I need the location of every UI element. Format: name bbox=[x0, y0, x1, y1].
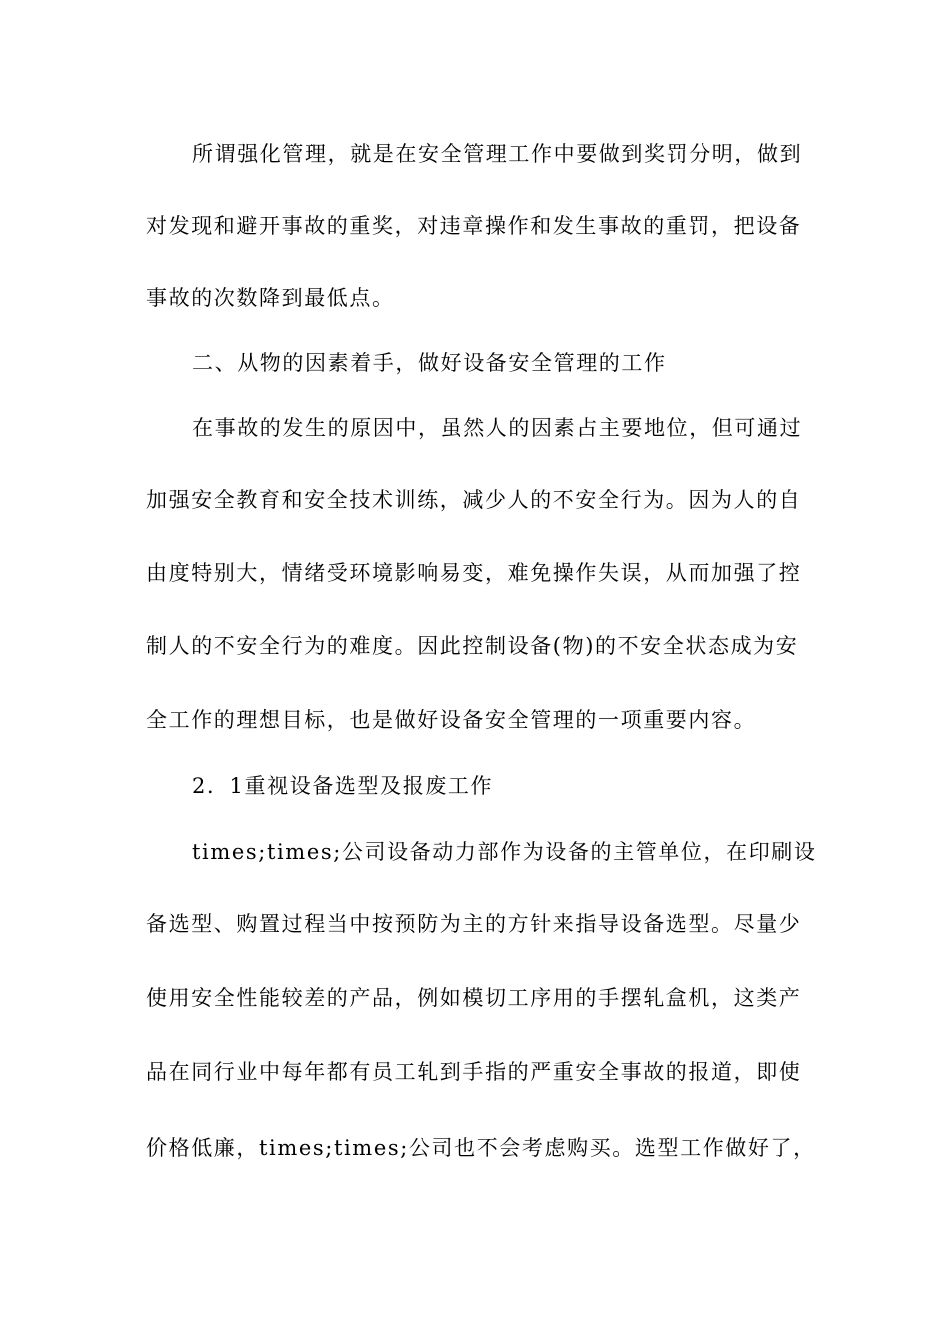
section-heading: 二、从物的因素着手，做好设备安全管理的工作 bbox=[192, 351, 667, 375]
text-line: 全工作的理想目标，也是做好设备安全管理的一项重要内容。 bbox=[146, 708, 757, 732]
text-line: 价格低廉，times;times;公司也不会考虑购买。选型工作做好了， bbox=[146, 1136, 816, 1160]
subsection-heading: 2．1重视设备选型及报废工作 bbox=[192, 774, 494, 798]
text-line: 备选型、购置过程当中按预防为主的方针来指导设备选型。尽量少 bbox=[146, 912, 802, 936]
text-line: 所谓强化管理，就是在安全管理工作中要做到奖罚分明，做到 bbox=[192, 142, 803, 166]
text-line: 加强安全教育和安全技术训练，减少人的不安全行为。因为人的自 bbox=[146, 488, 802, 512]
text-line: 使用安全性能较差的产品，例如模切工序用的手摆轧盒机，这类产 bbox=[146, 986, 802, 1010]
text-line: 事故的次数降到最低点。 bbox=[146, 286, 395, 310]
text-line: 品在同行业中每年都有员工轧到手指的严重安全事故的报道，即使 bbox=[146, 1060, 802, 1084]
text-line: times;times;公司设备动力部作为设备的主管单位，在印刷设 bbox=[192, 840, 817, 864]
text-line: 对发现和避开事故的重奖，对违章操作和发生事故的重罚，把设备 bbox=[146, 214, 802, 238]
text-line: 在事故的发生的原因中，虽然人的因素占主要地位，但可通过 bbox=[192, 416, 803, 440]
text-line: 制人的不安全行为的难度。因此控制设备(物)的不安全状态成为安 bbox=[146, 634, 799, 658]
text-line: 由度特别大，情绪受环境影响易变，难免操作失误，从而加强了控 bbox=[146, 561, 802, 585]
